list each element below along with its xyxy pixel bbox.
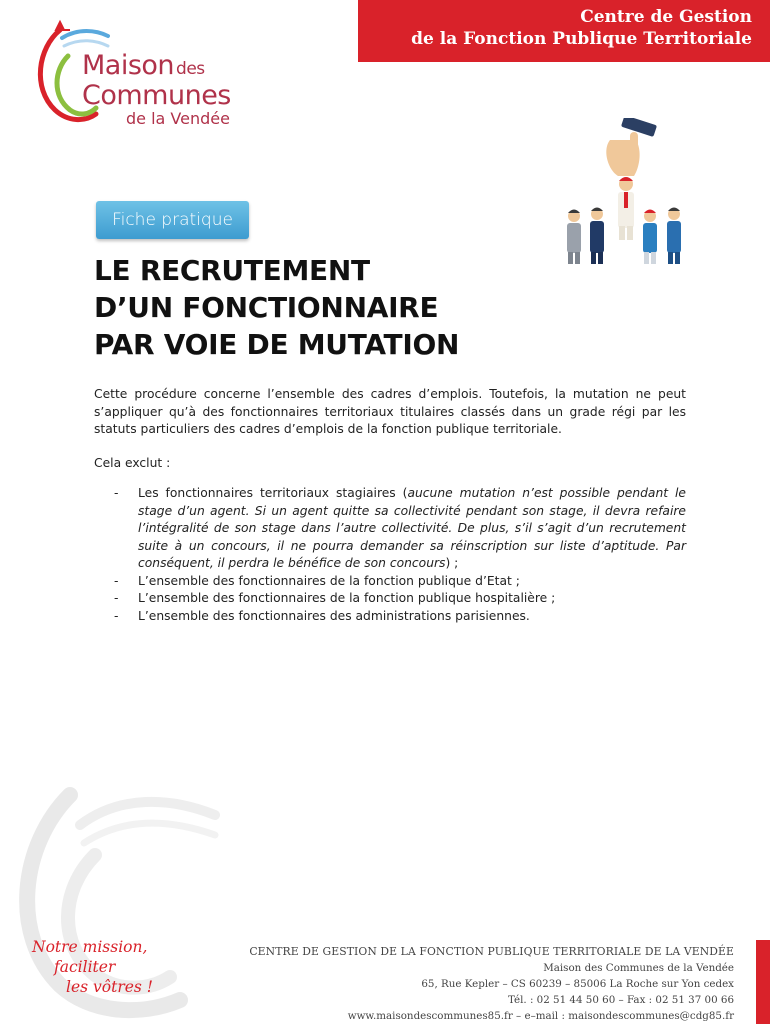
logo-vendee: de la Vendée (126, 109, 230, 128)
list-item (94, 608, 686, 626)
page-title (94, 252, 459, 363)
title-line-3: PAR VOIE DE MUTATION (94, 328, 460, 361)
list-item-3-text: L’ensemble des fonctionnaires de la fonction publique hospitalière ; (138, 591, 556, 605)
footer-line-4: Tél. : 02 51 44 50 60 – Fax : 02 51 37 00 66 (507, 994, 734, 1006)
logo-des: des (176, 59, 205, 79)
intro-paragraph: Cette procédure concerne l’ensemble des cadres d’emplois. Toutefois, la mutation ne peut s’appliquer qu’à des fonctionnaires territoriaux titulaires classés dans un grade régi par les statuts particuliers des cadres d’emplois de la fonction publique territoriale. (94, 387, 686, 436)
logo (82, 52, 231, 129)
list-dash: - (114, 486, 119, 500)
slogan-line-3: les vôtres ! (66, 978, 154, 996)
header-line-1: Centre de Gestion (580, 7, 752, 27)
footer-line-1: CENTRE DE GESTION DE LA FONCTION PUBLIQUE TERRITORIALE DE LA VENDÉE (249, 945, 734, 958)
logo-communes: Communes (82, 80, 231, 111)
fiche-pratique-badge: Fiche pratique (96, 201, 249, 239)
footer-red-bar (756, 940, 770, 1024)
footer-line-5: www.maisondescommunes85.fr – e–mail : maisondescommunes@cdg85.fr (347, 1010, 734, 1022)
list-item (94, 590, 686, 608)
list-dash: - (114, 573, 119, 588)
logo-maison: Maison (82, 50, 175, 81)
recruitment-illustration-icon (552, 118, 692, 268)
title-line-1: LE RECRUTEMENT (94, 254, 370, 287)
list-item-1-text: Les fonctionnaires territoriaux stagiaires ( (138, 486, 408, 500)
list-item-1-end: ) ; (445, 556, 459, 570)
list-dash: - (114, 608, 119, 623)
footer-address (249, 944, 734, 1024)
list-dash: - (114, 591, 119, 605)
exclut-label: Cela exclut : (94, 456, 171, 470)
title-line-2: D’UN FONCTIONNAIRE (94, 291, 439, 324)
slogan-line-1: Notre mission, (32, 938, 148, 956)
slogan (32, 937, 153, 997)
footer-line-2: Maison des Communes de la Vendée (543, 962, 734, 974)
header-line-2: de la Fonction Publique Territoriale (411, 29, 752, 49)
list-item-4-text: L’ensemble des fonctionnaires des administrations parisiennes. (138, 608, 530, 623)
slogan-line-2: faciliter (54, 958, 116, 976)
list-item (94, 573, 686, 591)
list-item-1-italic: aucune mutation n’est possible pendant le stage d’un agent. Si un agent quitte sa collectivité pendant son stage, il devra refaire l’intégralité de son stage dans l’autre collectivité. De plus, s’il s’agit d’un recrutement suite à un concours, il ne pourra demander sa réinscription sur liste d’aptitude. Par conséquent, il perdra le bénéfice de son concours (138, 486, 686, 570)
list-item-2-text: L’ensemble des fonctionnaires de la fonction publique d’Etat ; (138, 573, 520, 588)
exclusion-list (94, 485, 686, 625)
list-item (94, 485, 686, 573)
footer-line-3: 65, Rue Kepler – CS 60239 – 85006 La Roche sur Yon cedex (421, 978, 734, 990)
header-banner (358, 0, 770, 62)
